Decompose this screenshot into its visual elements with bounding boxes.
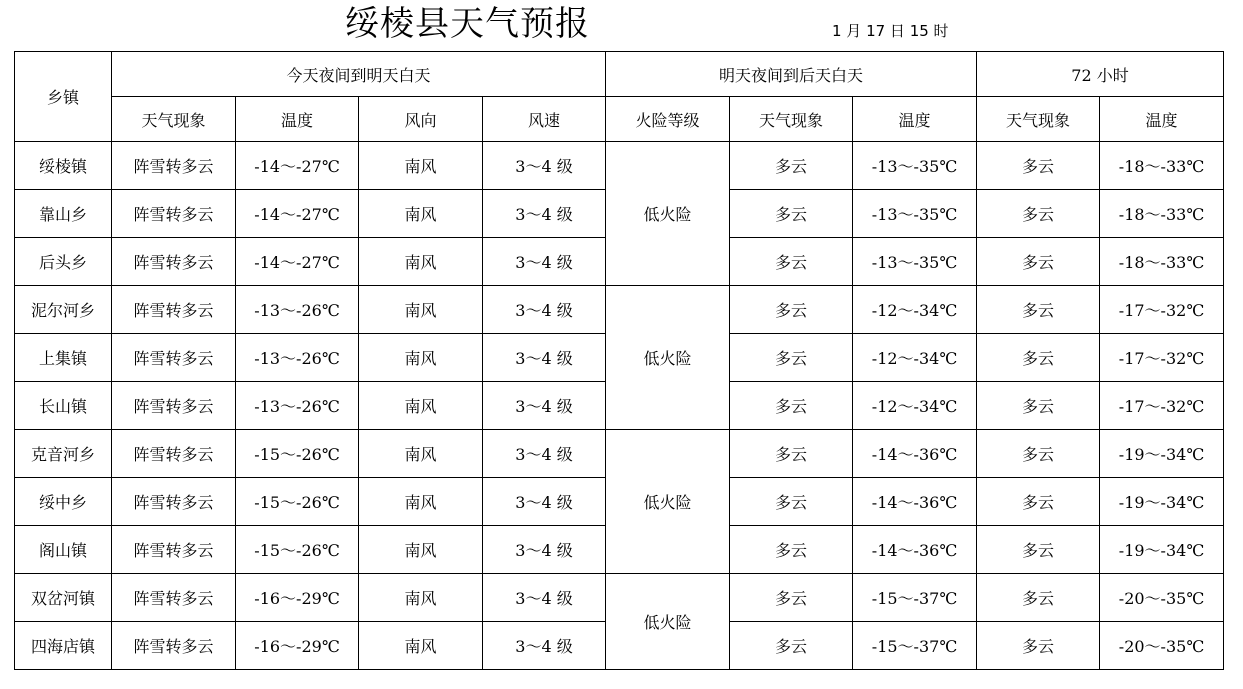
header-period-tomorrow: 明天夜间到后天白天 [606,52,977,97]
table-row [15,430,1224,478]
temperature-cell: -14～-27℃ [236,190,359,238]
weather-3-cell: 多云 [977,142,1100,190]
temperature-2-cell: -14～-36℃ [853,478,977,526]
weather-cell: 阵雪转多云 [112,430,236,478]
weather-3-cell: 多云 [977,334,1100,382]
weather-2-cell: 多云 [730,142,853,190]
temperature-2-cell: -14～-36℃ [853,526,977,574]
weather-cell: 阵雪转多云 [112,526,236,574]
wind-direction-cell: 南风 [359,286,483,334]
table-row [15,142,1224,190]
temperature-cell: -14～-27℃ [236,142,359,190]
header-temperature-3: 温度 [1100,97,1224,142]
header-township: 乡镇 [15,52,112,142]
header-weather: 天气现象 [112,97,236,142]
weather-2-cell: 多云 [730,190,853,238]
weather-cell: 阵雪转多云 [112,334,236,382]
wind-speed-cell: 3～4 级 [483,574,606,622]
temperature-3-cell: -19～-34℃ [1100,430,1224,478]
wind-speed-cell: 3～4 级 [483,190,606,238]
weather-2-cell: 多云 [730,334,853,382]
temperature-2-cell: -13～-35℃ [853,190,977,238]
header-weather-2: 天气现象 [730,97,853,142]
weather-cell: 阵雪转多云 [112,238,236,286]
header-period-72h: 72 小时 [977,52,1224,97]
weather-cell: 阵雪转多云 [112,478,236,526]
header-weather-3: 天气现象 [977,97,1100,142]
weather-2-cell: 多云 [730,574,853,622]
temperature-2-cell: -15～-37℃ [853,574,977,622]
header-row-fields [15,97,1224,142]
header-temperature: 温度 [236,97,359,142]
weather-3-cell: 多云 [977,286,1100,334]
temperature-3-cell: -20～-35℃ [1100,622,1224,670]
temperature-2-cell: -14～-36℃ [853,430,977,478]
wind-direction-cell: 南风 [359,430,483,478]
wind-direction-cell: 南风 [359,382,483,430]
wind-direction-cell: 南风 [359,190,483,238]
weather-3-cell: 多云 [977,574,1100,622]
temperature-cell: -16～-29℃ [236,574,359,622]
wind-direction-cell: 南风 [359,334,483,382]
weather-cell: 阵雪转多云 [112,622,236,670]
township-cell: 靠山乡 [15,190,112,238]
weather-cell: 阵雪转多云 [112,286,236,334]
temperature-cell: -15～-26℃ [236,478,359,526]
header-fire-level: 火险等级 [606,97,730,142]
weather-3-cell: 多云 [977,622,1100,670]
temperature-3-cell: -20～-35℃ [1100,574,1224,622]
temperature-3-cell: -19～-34℃ [1100,478,1224,526]
forecast-table [14,51,1224,670]
header-wind-direction: 风向 [359,97,483,142]
fire-level-cell: 低火险 [606,286,730,430]
header-wind-speed: 风速 [483,97,606,142]
wind-speed-cell: 3～4 级 [483,478,606,526]
temperature-cell: -13～-26℃ [236,334,359,382]
temperature-3-cell: -18～-33℃ [1100,142,1224,190]
township-cell: 双岔河镇 [15,574,112,622]
township-cell: 后头乡 [15,238,112,286]
temperature-3-cell: -18～-33℃ [1100,190,1224,238]
page-title: 绥棱县天气预报 [345,4,590,44]
temperature-2-cell: -13～-35℃ [853,238,977,286]
header-temperature-2: 温度 [853,97,977,142]
township-cell: 绥中乡 [15,478,112,526]
temperature-2-cell: -12～-34℃ [853,286,977,334]
wind-direction-cell: 南风 [359,574,483,622]
township-cell: 阁山镇 [15,526,112,574]
wind-speed-cell: 3～4 级 [483,238,606,286]
table-row [15,574,1224,622]
temperature-3-cell: -18～-33℃ [1100,238,1224,286]
weather-3-cell: 多云 [977,382,1100,430]
wind-speed-cell: 3～4 级 [483,622,606,670]
temperature-cell: -14～-27℃ [236,238,359,286]
township-cell: 上集镇 [15,334,112,382]
fire-level-cell: 低火险 [606,430,730,574]
temperature-3-cell: -17～-32℃ [1100,286,1224,334]
temperature-3-cell: -17～-32℃ [1100,334,1224,382]
weather-cell: 阵雪转多云 [112,142,236,190]
wind-speed-cell: 3～4 级 [483,286,606,334]
weather-cell: 阵雪转多云 [112,382,236,430]
fire-level-cell: 低火险 [606,574,730,670]
weather-3-cell: 多云 [977,190,1100,238]
weather-3-cell: 多云 [977,430,1100,478]
wind-direction-cell: 南风 [359,622,483,670]
issue-time: 1 月 17 日 15 时 [832,22,949,40]
wind-direction-cell: 南风 [359,526,483,574]
weather-2-cell: 多云 [730,238,853,286]
temperature-cell: -13～-26℃ [236,286,359,334]
township-cell: 长山镇 [15,382,112,430]
wind-direction-cell: 南风 [359,142,483,190]
weather-cell: 阵雪转多云 [112,574,236,622]
weather-3-cell: 多云 [977,526,1100,574]
temperature-cell: -15～-26℃ [236,526,359,574]
header-period-today: 今天夜间到明天白天 [112,52,606,97]
wind-speed-cell: 3～4 级 [483,430,606,478]
weather-3-cell: 多云 [977,238,1100,286]
wind-direction-cell: 南风 [359,478,483,526]
township-cell: 绥棱镇 [15,142,112,190]
fire-level-cell: 低火险 [606,142,730,286]
weather-2-cell: 多云 [730,526,853,574]
temperature-2-cell: -12～-34℃ [853,334,977,382]
temperature-cell: -13～-26℃ [236,382,359,430]
township-cell: 克音河乡 [15,430,112,478]
temperature-2-cell: -13～-35℃ [853,142,977,190]
weather-2-cell: 多云 [730,622,853,670]
table-row [15,286,1224,334]
temperature-3-cell: -17～-32℃ [1100,382,1224,430]
weather-cell: 阵雪转多云 [112,190,236,238]
header-row-periods [15,52,1224,97]
wind-speed-cell: 3～4 级 [483,526,606,574]
wind-speed-cell: 3～4 级 [483,382,606,430]
temperature-cell: -16～-29℃ [236,622,359,670]
weather-2-cell: 多云 [730,478,853,526]
temperature-cell: -15～-26℃ [236,430,359,478]
forecast-table-body [15,52,1224,670]
wind-speed-cell: 3～4 级 [483,334,606,382]
wind-direction-cell: 南风 [359,238,483,286]
weather-2-cell: 多云 [730,286,853,334]
weather-2-cell: 多云 [730,430,853,478]
temperature-2-cell: -15～-37℃ [853,622,977,670]
township-cell: 泥尔河乡 [15,286,112,334]
wind-speed-cell: 3～4 级 [483,142,606,190]
weather-2-cell: 多云 [730,382,853,430]
temperature-2-cell: -12～-34℃ [853,382,977,430]
weather-3-cell: 多云 [977,478,1100,526]
temperature-3-cell: -19～-34℃ [1100,526,1224,574]
township-cell: 四海店镇 [15,622,112,670]
